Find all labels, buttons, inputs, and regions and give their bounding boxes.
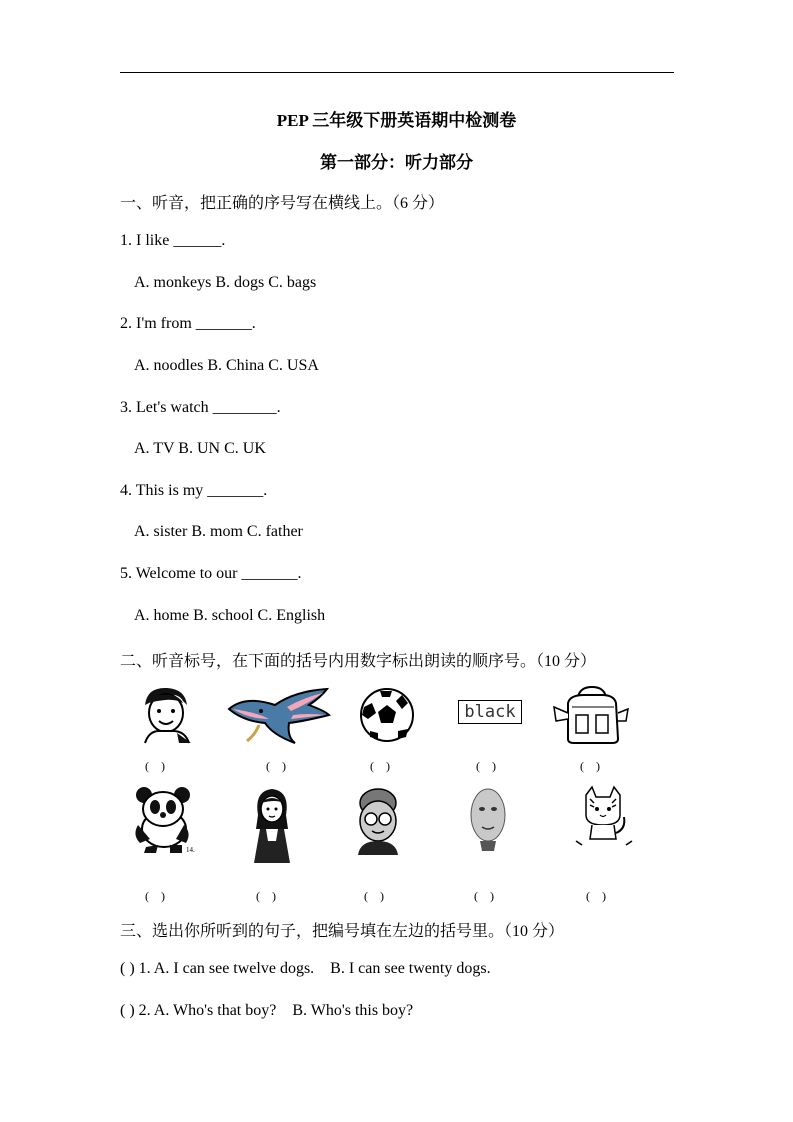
panda-number-label: 14. — [186, 846, 195, 854]
answer-paren-3[interactable]: ( ) — [370, 759, 390, 773]
answer-paren-2[interactable]: ( ) — [266, 759, 286, 773]
question-3-stem: 3. Let's watch ________. — [120, 399, 281, 416]
section3-heading: 三、选出你所听到的句子，把编号填在左边的括号里。（10 分） — [120, 923, 565, 940]
answer-paren-8[interactable]: ( ) — [364, 889, 384, 903]
girl-picture — [248, 785, 296, 865]
header-rule — [120, 72, 674, 73]
football-picture — [358, 685, 416, 745]
black-word-card: black — [458, 700, 522, 724]
question-4-options: A. sister B. mom C. father — [134, 523, 303, 540]
question-5-options: A. home B. school C. English — [134, 607, 326, 624]
boy-picture — [135, 683, 197, 745]
question-5-stem: 5. Welcome to our _______. — [120, 565, 302, 582]
question-2-options: A. noodles B. China C. USA — [134, 357, 319, 374]
question-2-stem: 2. I'm from _______. — [120, 315, 256, 332]
answer-paren-7[interactable]: ( ) — [256, 889, 276, 903]
answer-paren-9[interactable]: ( ) — [474, 889, 494, 903]
plane-picture — [225, 685, 333, 747]
section2-heading: 二、听音标号，在下面的括号内用数字标出朗读的顺序号。（10 分） — [120, 653, 597, 670]
question-1-stem: 1. I like ______. — [120, 232, 226, 249]
answer-paren-1[interactable]: ( ) — [145, 759, 165, 773]
cat-picture — [572, 785, 636, 849]
section3-question-1: ( ) 1. A. I can see twelve dogs. B. I can see twenty dogs. — [120, 960, 491, 977]
grandpa-picture — [466, 783, 510, 853]
answer-paren-6[interactable]: ( ) — [145, 889, 165, 903]
question-1-options: A. monkeys B. dogs C. bags — [134, 274, 317, 291]
panda-picture — [128, 783, 198, 853]
question-3-options: A. TV B. UN C. UK — [134, 440, 266, 457]
section3-question-2: ( ) 2. A. Who's that boy? B. Who's this boy? — [120, 1002, 414, 1019]
section1-heading: 一、听音，把正确的序号写在横线上。（6 分） — [120, 195, 445, 212]
schoolbag-picture — [548, 685, 632, 745]
answer-paren-10[interactable]: ( ) — [586, 889, 606, 903]
answer-paren-4[interactable]: ( ) — [476, 759, 496, 773]
grandma-picture — [350, 785, 406, 855]
question-4-stem: 4. This is my _______. — [120, 482, 268, 499]
part-title: 第一部分：听力部分 — [320, 153, 473, 172]
answer-paren-5[interactable]: ( ) — [580, 759, 600, 773]
page-title: PEP 三年级下册英语期中检测卷 — [276, 111, 517, 130]
